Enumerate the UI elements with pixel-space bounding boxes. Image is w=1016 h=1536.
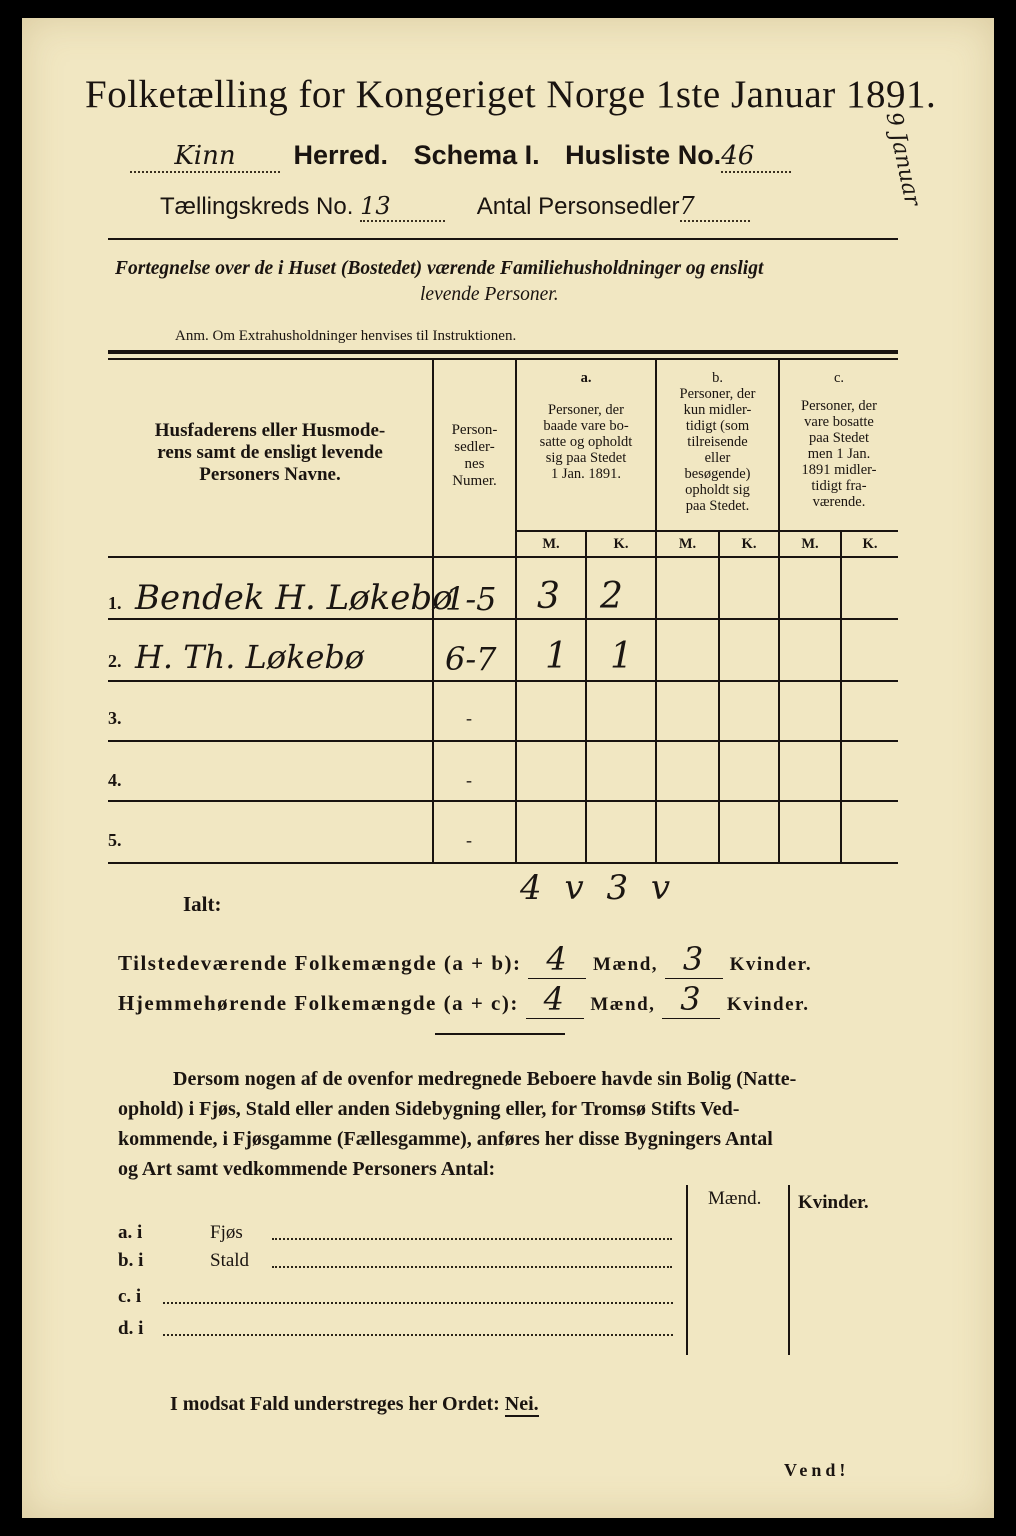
item-label: b. i: [118, 1250, 144, 1271]
col-header-a: a. Personer, der baade vare bo- satte og opholdt sig paa Stedet 1 Jan. 1891.: [539, 370, 633, 482]
kvinder-label: Kvinder.: [726, 994, 810, 1015]
item-dots: [272, 1266, 672, 1268]
para-line-3: kommende, i Fjøsgamme (Fællesgamme), anføres her disse Bygningers Antal: [118, 1128, 773, 1150]
maend-label: Mænd,: [593, 954, 659, 975]
para-line-4: og Art samt vedkommende Personers Antal:: [118, 1158, 496, 1180]
husliste-value: 46: [721, 141, 791, 173]
row-personsedler: -: [466, 830, 472, 850]
table-top-rule: [108, 350, 898, 354]
row-number: 3.: [108, 708, 122, 728]
vend-note: Vend!: [784, 1460, 850, 1480]
row-number: 1.: [108, 593, 122, 613]
row-personsedler: 1-5: [445, 580, 497, 618]
row-a-k: 2: [600, 576, 623, 617]
item-label: c. i: [118, 1286, 142, 1307]
item-dots: [163, 1334, 673, 1336]
row-name: H. Th. Løkebø: [135, 638, 365, 676]
tilst-maend-value: 4: [528, 940, 586, 979]
col-header-c: c. Personer, der vare bosatte paa Stedet men 1 Jan. 1891 midler- tidigt fra- værende.: [801, 370, 877, 510]
tilstedevaerende-row: [118, 940, 812, 979]
b-m-label: M.: [678, 536, 697, 552]
intro-line-1: Fortegnelse over de i Huset (Bostedet) værende Familiehusholdninger og ensligt: [115, 258, 764, 279]
row-a-k: 1: [610, 636, 633, 677]
c-k-label: K.: [862, 536, 878, 552]
ialt-values: 4 v 3 v: [520, 868, 677, 908]
kvinder-label: Kvinder.: [729, 954, 813, 975]
row-a-m: 1: [545, 636, 568, 677]
item-label: d. i: [118, 1318, 144, 1339]
row-a-m: 3: [537, 576, 560, 617]
a-k-label: K.: [613, 536, 629, 552]
bottom-col-sep-2: [788, 1185, 790, 1355]
antal-value: 7: [680, 192, 750, 222]
col-sep-c-mk: [840, 530, 842, 862]
modsat-line: [170, 1393, 539, 1416]
item-text: Stald: [210, 1250, 250, 1271]
bottom-kvinder-header: Kvinder.: [798, 1192, 869, 1213]
col-header-names: Husfaderens eller Husmode- rens samt de ensligt levende Personers Navne.: [154, 420, 386, 485]
b-k-label: K.: [741, 536, 757, 552]
col-sep-a-mk: [585, 530, 587, 862]
herred-value: Kinn: [130, 141, 280, 173]
antal-label: Antal Personsedler: [476, 193, 680, 220]
intro-line-2: levende Personer.: [420, 284, 559, 305]
item-text: Fjøs: [210, 1222, 243, 1243]
col-sep-b-mk: [718, 530, 720, 862]
kreds-line: [160, 192, 750, 222]
bottom-col-sep-1: [686, 1185, 688, 1355]
row-number: 5.: [108, 830, 122, 850]
tilstedevaerende-label: Tilstedeværende Folkemængde (a + b):: [118, 951, 522, 975]
hjem-maend-value: 4: [526, 980, 584, 1019]
row-personsedler: -: [466, 770, 472, 790]
c-m-label: M.: [801, 536, 819, 552]
hjemmehorende-label: Hjemmehørende Folkemængde (a + c):: [118, 991, 519, 1015]
hjemmehorende-row: [118, 980, 809, 1019]
row-number: 4.: [108, 770, 122, 790]
anm-note: Anm. Om Extrahusholdninger henvises til Instruktionen.: [175, 328, 517, 344]
col-header-number: Person- sedler- nes Numer.: [451, 422, 498, 489]
modsat-text: I modsat Fald understreges her Ordet:: [170, 1393, 500, 1415]
row-personsedler: -: [466, 708, 472, 728]
margin-date-note: 9 Januar: [880, 110, 925, 209]
form-title: Folketælling for Kongeriget Norge 1ste Januar 1891.: [85, 73, 937, 116]
header-rule: [108, 238, 898, 240]
para-line-2: ophold) i Fjøs, Stald eller anden Sidebygning eller, for Tromsø Stifts Ved-: [118, 1098, 740, 1120]
census-form-page: [22, 18, 994, 1518]
herred-label: Herred.: [293, 140, 389, 170]
bottom-maend-header: Mænd.: [708, 1188, 762, 1209]
herred-line: [130, 140, 791, 173]
schema-label: Schema I.: [413, 140, 540, 170]
item-label: a. i: [118, 1222, 143, 1243]
table-bottom-rule: [108, 862, 898, 864]
tilst-kvinder-value: 3: [665, 940, 723, 979]
row-name: Bendek H. Løkebø: [135, 578, 453, 618]
section-divider: [435, 1033, 565, 1035]
kreds-label: Tællingskreds No.: [160, 193, 354, 220]
item-dots: [272, 1238, 672, 1240]
hjem-kvinder-value: 3: [662, 980, 720, 1019]
ialt-label: Ialt:: [183, 892, 222, 916]
col-header-b: b. Personer, der kun midler- tidigt (som tilreisende eller besøgende) opholdt sig paa Stedet.: [679, 370, 756, 514]
row-personsedler: 6-7: [445, 640, 497, 678]
nei-word: Nei.: [504, 1393, 539, 1415]
maend-label: Mænd,: [590, 994, 656, 1015]
kreds-value: 13: [360, 192, 445, 222]
item-dots: [163, 1302, 673, 1304]
a-m-label: M.: [542, 536, 560, 552]
para-line-1: Dersom nogen af de ovenfor medregnede Beboere havde sin Bolig (Natte-: [173, 1068, 797, 1090]
row-number: 2.: [108, 651, 122, 671]
husliste-label: Husliste No.: [565, 140, 722, 170]
